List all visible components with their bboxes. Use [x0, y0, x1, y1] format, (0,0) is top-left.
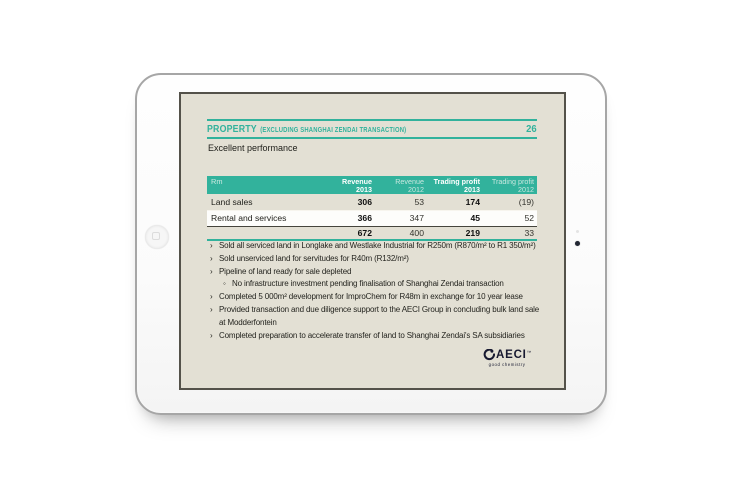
table-row-rental-and-services	[207, 210, 537, 226]
bullet-item	[210, 291, 540, 304]
column-header-trading-profit-2013	[427, 176, 483, 194]
bullet-text: Provided transaction and due diligence support to the AECI Group in concluding bulk land sale at Modderfontein	[219, 304, 540, 327]
cell-value: 306	[319, 194, 375, 210]
aeci-tagline: good chemistry	[488, 362, 526, 367]
home-button[interactable]	[145, 225, 169, 249]
bullet-text: Completed preparation to accelerate transfer of land to Shanghai Zendai's SA subsidiaries	[219, 330, 525, 340]
bullet-text: Sold all serviced land in Longlake and Westlake Industrial for R250m (R870/m² to R1 350/m²)	[219, 241, 536, 250]
bullet-text: No infrastructure investment pending finalisation of Shanghai Zendai transaction	[232, 279, 504, 289]
cell-value: (19)	[483, 194, 537, 210]
bullet-item	[210, 304, 540, 330]
bullet-text: Completed 5 000m² development for ImproChem for R48m in exchange for 10 year lease	[219, 292, 523, 302]
column-header-line: Trading profit	[491, 177, 534, 186]
total-value: 219	[427, 226, 483, 239]
aeci-logo	[483, 349, 531, 367]
aeci-logo-row	[483, 349, 531, 361]
bullet-item	[210, 330, 540, 343]
trademark-symbol: ™	[526, 350, 532, 355]
column-header-line: 2013	[356, 185, 372, 195]
cell-value: 347	[409, 213, 424, 224]
column-header-revenue-2013	[319, 176, 375, 194]
slide-title-group	[207, 123, 406, 135]
light-sensor-icon	[576, 230, 579, 233]
cell-value: 366	[357, 213, 372, 224]
presentation-slide	[181, 94, 564, 388]
bullet-marker-icon: ›	[210, 330, 213, 340]
column-header-rm: Rm	[207, 176, 319, 194]
cell-value: 52	[524, 213, 534, 224]
financial-table-wrap	[207, 176, 537, 241]
financial-table	[207, 176, 537, 239]
slide-header	[207, 121, 537, 137]
slide-subheading: Excellent performance	[208, 143, 298, 153]
bullet-text: Pipeline of land ready for sale depleted	[219, 266, 352, 276]
bullet-marker-icon: ›	[210, 292, 213, 302]
aeci-brand-text: AECI	[496, 349, 527, 361]
bullet-text: Sold unserviced land for servitudes for R40m (R132/m²)	[219, 253, 409, 263]
bullet-marker-icon: ›	[210, 266, 213, 276]
row-label	[207, 226, 319, 239]
column-header-line: 2012	[518, 185, 534, 195]
cell-value: 174	[427, 194, 483, 210]
column-header-line: 2012	[408, 185, 424, 195]
column-header-line: Trading profit	[433, 177, 480, 186]
bullet-list	[210, 240, 540, 342]
aeci-swoosh-icon	[483, 349, 495, 361]
home-button-square-icon	[152, 232, 160, 240]
total-value: 672	[319, 226, 375, 239]
tablet-screen[interactable]	[179, 92, 566, 390]
slide-subtitle: (EXCLUDING SHANGHAI ZENDAI TRANSACTION)	[260, 127, 407, 134]
total-value: 400	[375, 226, 427, 239]
table-row-total	[207, 226, 537, 239]
column-header-line: Revenue	[395, 177, 424, 186]
table-header-row	[207, 176, 537, 194]
slide-title: PROPERTY	[207, 123, 257, 135]
row-label: Rental and services	[211, 213, 287, 224]
tablet-device	[135, 73, 607, 415]
column-header-revenue-2012	[375, 176, 427, 194]
bullet-marker-icon: ›	[210, 241, 213, 250]
bullet-item	[210, 253, 540, 266]
column-header-line: 2013	[464, 185, 480, 195]
total-value: 33	[483, 226, 537, 239]
bullet-item-sub	[210, 278, 540, 291]
cell-value: 45	[470, 213, 480, 224]
bullet-marker-icon: ›	[210, 304, 213, 314]
bullet-item	[210, 240, 540, 253]
bullet-marker-icon: ›	[210, 253, 213, 263]
header-rule-bottom	[207, 137, 537, 139]
sub-bullet-marker-icon: ◦	[223, 279, 226, 289]
bullet-item	[210, 266, 540, 279]
cell-value: 53	[375, 194, 427, 210]
column-header-line: Revenue	[342, 177, 372, 186]
row-label: Land sales	[207, 194, 319, 210]
slide-page-number: 26	[526, 123, 537, 135]
column-header-trading-profit-2012	[483, 176, 537, 194]
table-row-land-sales	[207, 194, 537, 210]
front-camera-icon	[575, 241, 580, 246]
